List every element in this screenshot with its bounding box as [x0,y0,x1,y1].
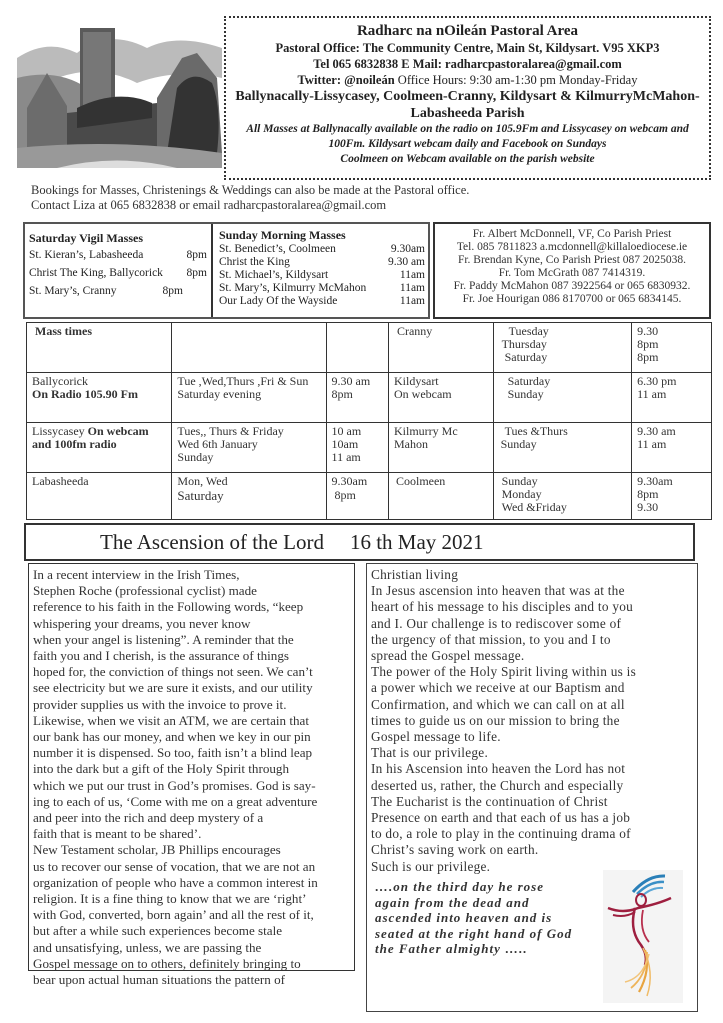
time: 8pm [637,350,659,364]
feast-title: The Ascension of the Lord [100,530,324,554]
saturday-vigil-masses [25,224,213,317]
creed-line: again from the dead and [375,894,530,910]
article-line: Confirmation, and which we can call on at all [371,696,625,712]
mass-listing [29,283,211,300]
bookings-notice: Bookings for Masses, Christenings & Weddings can also be made at the Pastoral office. Contact Liza at 065 6832838 or email radharcpastoralarea@gmail.com [31,183,470,212]
ascension-figure-illustration [603,870,683,1003]
time: 6.30 pm [637,374,677,388]
article-line: and unsatisfying, unless, we are passing the [33,939,262,955]
pastoral-office-address: Pastoral Office: The Community Centre, Main St, Kildysart. V95 XKP3 [275,41,660,55]
sunday-morning-heading: Sunday Morning Masses [219,228,346,242]
table-row [27,423,712,473]
mass-times-table [26,322,712,520]
table-cell-empty [172,323,326,373]
priest-line: Fr. Brendan Kyne, Co Parish Priest 087 2025038. [457,254,687,266]
article-line: hoped for, the conviction of things not seen. We can’t [33,664,313,680]
article-line: number it is dispensed. So too, faith isn’t a blind leap [33,745,313,761]
article-line: faith you and I cherish, is the assurance of things [33,648,289,664]
priest-line: Fr. Joe Hourigan 086 8170700 or 065 6834145. [462,293,682,305]
mass-listing [29,247,211,264]
time: 11 am [637,437,667,451]
mass-time: 11am [399,269,425,281]
article-line: with God, converted, born again’ and all the rest of it, [33,907,314,923]
article-line: provider supplies us with the invoice to prove it. [33,696,287,712]
time: 10 am [331,424,362,438]
faith-reflection-article [28,563,355,988]
day: Sunday [500,437,537,451]
church-name: St. Benedict’s, Coolmeen [219,243,336,255]
place-name: Labasheeda [32,474,89,488]
table-row [27,323,712,373]
article-line: and peer into the rich and deep mystery of a [33,810,264,826]
sunday-morning-masses [215,224,428,317]
place-name: Lissycasey [32,424,88,438]
place-name: Coolmeen [395,474,446,488]
table-row [27,373,712,423]
place-name: Kilmurry Mc [393,424,458,438]
pastoral-header [224,16,711,180]
priest-line: Fr. Albert McDonnell, VF, Co Parish Priest [472,228,672,240]
article-line: deserted us, rather, the Church and especially [371,777,624,793]
day: Tuesday [508,324,549,338]
twitter-and-hours [226,72,709,88]
creed-quote [375,879,600,957]
times-cell [632,323,712,373]
webcam-notice: Coolmeen on Webcam available on the parish website [340,153,595,165]
church-name: Christ the King [219,256,290,268]
article-line: Presence on earth and that each of us has a job [371,810,631,826]
mass-listing [219,256,425,269]
time: 9.30 am [331,374,371,388]
article-line: Stephen Roche (professional cyclist) made [33,583,257,599]
days-cell [493,473,631,520]
day: Sunday [501,474,538,488]
church-name: St. Michael’s, Kildysart [219,269,329,281]
article-line: and I. Our challenge is to rediscover some of [371,615,622,631]
mass-time: 8pm [186,267,207,279]
article-heading: Christian living [371,567,459,582]
article-line: heart of his message to his disciples and to you [371,599,634,615]
article-line: bear upon actual human situations the pattern of [33,972,285,988]
day: Saturday [504,350,548,364]
place-name-cont: Mahon [393,437,428,451]
days-cell [493,423,631,473]
day: Saturday [177,488,224,503]
time: 9.30 am [637,424,676,438]
times-cell [326,473,388,520]
article-line: religion. It is a fine thing to know that we are ‘right’ [33,891,307,907]
creed-line: seated at the right hand of God [375,925,573,941]
feast-title-bar [24,523,695,561]
priest-line: Tel. 085 7811823 a.mcdonnell@killaloediocese.ie [456,241,688,253]
article-line: the urgency of that mission, to you and I to [371,631,611,647]
times-cell [632,473,712,520]
contact-info: Tel 065 6832838 E Mail: radharcpastoralarea@gmail.com [313,57,622,71]
article-line: In a recent interview in the Irish Times, [33,567,240,582]
day: Wed &Friday [501,500,567,514]
article-line: reference to his faith in the Following words, “keep [33,599,304,615]
pastoral-area-title: Radharc na nOileán Pastoral Area [356,23,579,39]
mass-listing [29,265,211,282]
mass-time: 11am [399,282,425,294]
time: 11 am [637,387,667,401]
article-line: Christ’s saving work on earth. [371,842,539,858]
place-cell: Cranny [388,323,493,373]
time: 11 am [331,450,361,464]
time: 8pm [331,387,353,401]
broadcast-notice: All Masses at Ballynacally available on the radio on 105.9Fm and Lissycasey on webcam and 100Fm. Kildysart webcam daily and Facebook on Sundays [246,123,689,150]
time: 8pm [334,488,356,502]
times-cell [632,373,712,423]
church-name: Our Lady Of the Wayside [219,295,338,307]
weekend-masses-box [23,222,430,319]
article-line: which we put our trust in God’s promises. God is say- [33,777,316,793]
article-line: when your angel is listening”. A reminder that the [33,631,294,647]
mass-listing [219,269,425,282]
article-line: The power of the Holy Spirit living within us is [371,664,636,680]
time: 9.30 [637,324,659,338]
day: Thursday [501,337,547,351]
article-line: Such is our privilege. [371,858,491,874]
day: Sunday [507,387,544,401]
article-line: organization of people who have a common interest in [33,874,318,890]
priest-line: Fr. Tom McGrath 087 7414319. [498,267,646,279]
article-line: into the dark but a gift of the Holy Spirit through [33,761,290,777]
day: Wed 6th January [177,437,258,451]
days-cell [172,373,326,423]
article-line: Gospel message on to others, definitely bringing to [33,955,301,971]
place-cell [388,423,493,473]
article-line: Gospel message to life. [371,729,501,745]
saturday-vigil-heading: Saturday Vigil Masses [29,231,144,245]
time: 10am [331,437,359,451]
broadcast-info: On webcam [393,387,452,401]
article-line: The Eucharist is the continuation of Christ [371,793,608,809]
article-line: ing to each of us, ‘Come with me on a great adventure [33,793,318,809]
priests-contact-box [433,222,711,319]
mass-time: 9.30am [390,243,425,255]
time: 9.30am [331,474,368,488]
article-line: New Testament scholar, JB Phillips encourages [33,842,281,858]
article-line: us to recover our sense of vocation, that we are not an [33,858,316,874]
mass-time: 8pm [162,285,183,297]
time: 9.30 [637,500,659,514]
broadcast-info: On Radio 105.90 Fm [32,387,139,401]
church-ruin-illustration [17,18,222,168]
days-cell [493,323,631,373]
place-name: Ballycorick [32,374,88,388]
article-line: a power which we receive at our Baptism and [371,680,625,696]
creed-line: ….on the third day he rose [375,879,545,894]
days-cell [493,373,631,423]
day: Tues,, Thurs & Friday [177,424,284,438]
mass-time: 11am [399,295,425,307]
day: Mon, Wed [177,474,228,488]
article-line: In his Ascension into heaven the Lord has not [371,761,626,777]
article-line: see electricity but we are sure it exists, and our utility [33,680,313,696]
article-line: spread the Gospel message. [371,648,525,664]
article-line: In Jesus ascension into heaven that was at the [371,583,625,599]
twitter-handle[interactable]: Twitter: @noileán [297,73,395,87]
table-cell-empty [326,323,388,373]
day: Sunday [177,450,214,464]
mass-time: 8pm [186,249,207,261]
office-hours: Office Hours: 9:30 am-1:30 pm Monday-Friday [397,73,638,87]
times-cell [632,423,712,473]
article-line: whispering your dreams, you never know [33,615,251,631]
time: 8pm [637,337,659,351]
time: 8pm [637,487,659,501]
place-cell [27,373,172,423]
mass-listing [219,282,425,295]
table-row [27,473,712,520]
church-name: St. Kieran’s, Labasheeda [29,249,144,261]
mass-listing [219,295,425,308]
day: Tues &Thurs [504,424,568,438]
feast-date: 16 th May 2021 [349,530,484,554]
church-name: St. Mary’s, Cranny [29,285,117,297]
creed-line: ascended into heaven and is [375,910,553,925]
day: Tue ,Wed,Thurs ,Fri & Sun [177,374,309,388]
article-line: our bank has our money, and when we key in our pin [33,729,311,745]
article-line: but after a while such experiences become stale [33,923,283,939]
mass-listing [219,243,425,256]
place-name: Kildysart [393,374,439,388]
priest-line: Fr. Paddy McMahon 087 3922564 or 065 6830932. [453,280,691,292]
day: Saturday evening [177,387,262,401]
church-name: St. Mary’s, Kilmurry McMahon [219,282,367,294]
article-line: to do, a role to play in the continuing drama of [371,826,631,842]
parish-names: Ballynacally-Lissycasey, Coolmeen-Cranny, Kildysart & KilmurryMcMahon-Labasheeda Parish [235,89,700,121]
times-cell [326,423,388,473]
church-name: Christ The King, Ballycorick [29,267,163,279]
day: Saturday [507,374,551,388]
creed-line: the Father almighty ….. [375,941,528,956]
days-cell [172,423,326,473]
article-line: That is our privilege. [371,745,489,761]
time: 9.30am [637,474,673,488]
article-line: Likewise, when we visit an ATM, we are certain that [33,712,309,728]
day: Monday [501,487,542,501]
mass-times-heading: Mass times [27,323,172,373]
days-cell [172,473,326,520]
times-cell [326,373,388,423]
article-line: faith that is meant to be shared’. [33,826,202,842]
mass-time: 9.30 am [387,256,425,268]
broadcast-info: On webcam and 100fm radio [32,424,149,451]
article-line: times to guide us on our mission to bring the [371,712,620,728]
place-cell [27,423,172,473]
place-cell [27,473,172,520]
place-cell [388,373,493,423]
place-cell [388,473,493,520]
